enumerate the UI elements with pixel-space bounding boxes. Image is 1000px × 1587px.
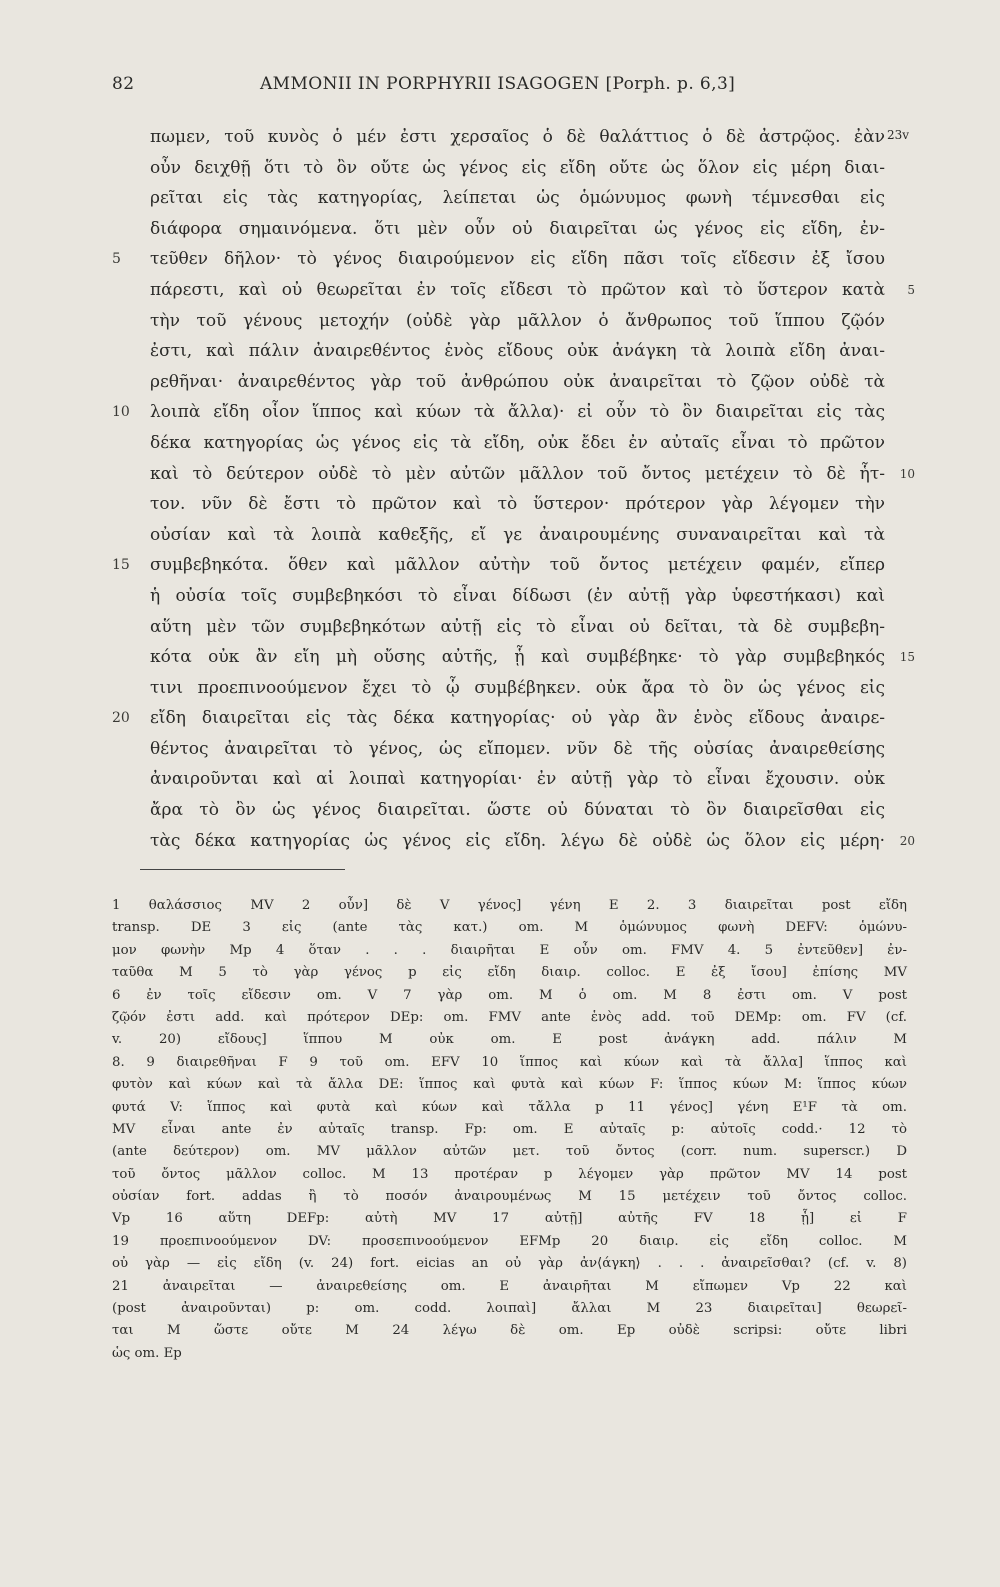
text-line xyxy=(150,153,885,184)
text-line xyxy=(150,734,885,765)
text-line xyxy=(150,428,885,459)
text-line xyxy=(150,764,885,795)
text-line xyxy=(150,581,885,612)
text-line-content: θέντος ἀναιρεῖται τὸ γένος, ὡς εἴπομεν. νῦν δὲ τῆς οὐσίας ἀναιρεθείσης xyxy=(150,738,885,759)
text-line xyxy=(150,336,885,367)
apparatus-line: 1 θαλάσσιος MV 2 οὖν] δὲ V γένος] γένη E 2. 3 διαιρεῖται post εἴδη xyxy=(112,898,907,913)
text-line xyxy=(150,214,885,245)
line-number-right: 5 xyxy=(907,282,915,297)
text-line-content: πάρεστι, καὶ οὐ θεωρεῖται ἐν τοῖς εἴδεσι τὸ πρῶτον καὶ τὸ ὕστερον κατὰ xyxy=(150,279,885,300)
apparatus-line: ὡς om. Ep xyxy=(112,1345,182,1361)
text-line-content: συμβεβηκότα. ὅθεν καὶ μᾶλλον αὐτὴν τοῦ ὄντος μετέχειν φαμέν, εἴπερ xyxy=(150,555,885,576)
text-line xyxy=(150,612,885,643)
apparatus-line: ζῷόν ἐστι add. καὶ πρότερον DEp: om. FMV ante ἑνὸς add. τοῦ DEMp: om. FV (cf. xyxy=(112,1009,907,1025)
text-line-content: τὰς δέκα κατηγορίας ὡς γένος εἰς εἴδη. λέγω δὲ οὐδὲ ὡς ὅλον εἰς μέρη· xyxy=(150,830,885,851)
text-line-content: οὐσίαν καὶ τὰ λοιπὰ καθεξῆς, εἴ γε ἀναιρουμένης συναναιρεῖται καὶ τὰ xyxy=(150,524,885,545)
main-text xyxy=(112,122,915,856)
line-number-right: 15 xyxy=(899,650,915,665)
page-number: 82 xyxy=(112,74,135,94)
text-line xyxy=(150,306,885,337)
text-line-content: ἀναιροῦνται καὶ αἱ λοιπαὶ κατηγορίαι· ἐν αὐτῇ γὰρ τὸ εἶναι ἔχουσιν. οὐκ xyxy=(150,769,885,790)
text-line-content: λοιπὰ εἴδη οἷον ἵππος καὶ κύων τὰ ἄλλα)· εἰ οὖν τὸ ὂν διαιρεῖται εἰς τὰς xyxy=(150,402,885,423)
apparatus-line: (ante δεύτερον) om. MV μᾶλλον αὐτῶν μετ. τοῦ ὄντος (corr. num. superscr.) D xyxy=(112,1144,907,1160)
text-line-content: τεῦθεν δῆλον· τὸ γένος διαιρούμενον εἰς εἴδη πᾶσι τοῖς εἴδεσιν ἐξ ἴσου xyxy=(150,249,885,270)
apparatus-line: (post ἀναιροῦνται) p: om. codd. λοιπαὶ] ἄλλαι M 23 διαιρεῖται] θεωρεῖ- xyxy=(112,1301,907,1317)
text-line-content: ἡ οὐσία τοῖς συμβεβηκόσι τὸ εἶναι δίδωσι (ἐν αὐτῇ γὰρ ὑφεστήκασι) καὶ xyxy=(150,585,885,606)
line-number-right: 20 xyxy=(899,833,915,848)
text-line xyxy=(150,275,915,306)
apparatus-line: φυτά V: ἵππος καὶ φυτὰ καὶ κύων καὶ τἄλλα p 11 γένος] γένη E¹F τὰ om. xyxy=(112,1099,907,1115)
apparatus-line: μον φωνὴν Mp 4 ὅταν . . . διαιρῆται E οὖν om. FMV 4. 5 ἐντεῦθεν] ἐν- xyxy=(112,942,907,958)
text-line-content: ἄρα τὸ ὂν ὡς γένος διαιρεῖται. ὥστε οὐ δύναται τὸ ὂν διαιρεῖσθαι εἰς xyxy=(150,800,885,821)
text-line xyxy=(150,489,885,520)
apparatus-line: Vp 16 αὕτη DEFp: αὐτὴ MV 17 αὐτῇ] αὐτῆς FV 18 ᾗ] εἰ F xyxy=(112,1211,907,1227)
apparatus-line: οὐσίαν fort. addas ἢ τὸ ποσόν ἀναιρουμένως M 15 μετέχειν τοῦ ὄντος colloc. xyxy=(112,1189,907,1205)
text-line-content: τον. νῦν δὲ ἔστι τὸ πρῶτον καὶ τὸ ὕστερον· πρότερον γὰρ λέγομεν τὴν xyxy=(150,494,885,515)
text-line-content: διάφορα σημαινόμενα. ὅτι μὲν οὖν οὐ διαιρεῖται ὡς γένος εἰς εἴδη, ἐν- xyxy=(150,218,885,239)
text-line-content: ἐστι, καὶ πάλιν ἀναιρεθέντος ἑνὸς εἴδους οὐκ ἀνάγκη τὰ λοιπὰ εἴδη ἀναι- xyxy=(150,341,885,362)
text-line-content: πωμεν, τοῦ κυνὸς ὁ μέν ἐστι χερσαῖος ὁ δὲ θαλάττιος ὁ δὲ ἀστρῷος. ἐὰν xyxy=(150,127,885,147)
text-line-content: ρεθῆναι· ἀναιρεθέντος γὰρ τοῦ ἀνθρώπου οὐκ ἀναιρεῖται τὸ ζῷον οὐδὲ τὰ xyxy=(150,371,885,392)
text-line-content: οὖν δειχθῇ ὅτι τὸ ὂν οὔτε ὡς γένος εἰς εἴδη οὔτε ὡς ὅλον εἰς μέρη διαι- xyxy=(150,157,885,178)
text-line xyxy=(112,397,885,428)
text-line xyxy=(150,673,885,704)
text-line xyxy=(150,183,885,214)
text-line xyxy=(150,459,915,490)
manuscript-folio-reference: 23v xyxy=(886,128,909,142)
text-line xyxy=(112,244,885,275)
text-line-content: τινι προεπινοούμενον ἔχει τὸ ᾧ συμβέβηκεν. οὐκ ἄρα τὸ ὂν ὡς γένος εἰς xyxy=(150,677,885,698)
text-line xyxy=(150,826,915,857)
text-line xyxy=(150,122,909,153)
apparatus-line: 21 ἀναιρεῖται — ἀναιρεθείσης om. E ἀναιρῆται M εἴπωμεν Vp 22 καὶ xyxy=(112,1278,907,1294)
critical-apparatus xyxy=(112,895,907,1365)
text-line-content: τὴν τοῦ γένους μετοχήν (οὐδὲ γὰρ μᾶλλον ὁ ἄνθρωπος τοῦ ἵππου ζῷόν xyxy=(150,310,885,331)
apparatus-line: ταῦθα M 5 τὸ γὰρ γένος p εἰς εἴδη διαιρ. colloc. E ἐξ ἴσου] ἐπίσης MV xyxy=(112,965,907,981)
apparatus-line: v. 20) εἴδους] ἵππου M οὐκ om. E post ἀνάγκη add. πάλιν M xyxy=(112,1032,907,1048)
text-line xyxy=(150,520,885,551)
apparatus-line: MV εἶναι ante ἐν αὐταῖς transp. Fp: om. E αὐταῖς p: αὐτοῖς codd.· 12 τὸ xyxy=(112,1121,907,1137)
apparatus-line: ται M ὥστε οὔτε M 24 λέγω δὲ om. Ep οὐδὲ scripsi: οὔτε libri xyxy=(112,1323,907,1339)
text-line xyxy=(150,795,885,826)
text-line-content: δέκα κατηγορίας ὡς γένος εἰς τὰ εἴδη, οὐκ ἔδει ἐν αὐταῖς εἶναι τὸ πρῶτον xyxy=(150,432,885,453)
apparatus-line: transp. DE 3 εἰς (ante τὰς κατ.) om. M ὁμώνυμος φωνὴ DEFV: ὁμώνυ- xyxy=(112,920,907,936)
line-number-left: 20 xyxy=(112,710,130,727)
apparatus-line: 6 ἐν τοῖς εἴδεσιν om. V 7 γὰρ om. M ὁ om. M 8 ἐστι om. V post xyxy=(112,987,907,1003)
apparatus-line: τοῦ ὄντος μᾶλλον colloc. M 13 προτέραν p λέγομεν γὰρ πρῶτον MV 14 post xyxy=(112,1166,907,1182)
apparatus-line: 8. 9 διαιρεθῆναι F 9 τοῦ om. EFV 10 ἵππος καὶ κύων καὶ τὰ ἄλλα] ἵππος καὶ xyxy=(112,1054,907,1070)
running-title: AMMONII IN PORPHYRII ISAGOGEN [Porph. p. 6,3] xyxy=(260,74,736,94)
text-line xyxy=(150,367,885,398)
apparatus-line: οὐ γὰρ — εἰς εἴδη (v. 24) fort. eicias an οὐ γὰρ ἀν⟨άγκη⟩ . . . ἀναιρεῖσθαι? (cf. v. 8) xyxy=(112,1256,907,1272)
footnote-separator xyxy=(140,869,345,870)
line-number-right: 10 xyxy=(899,466,915,481)
text-line-content: εἴδη διαιρεῖται εἰς τὰς δέκα κατηγορίας· οὐ γὰρ ἂν ἑνὸς εἴδους ἀναιρε- xyxy=(150,708,885,729)
text-line xyxy=(150,642,915,673)
text-line-content: ρεῖται εἰς τὰς κατηγορίας, λείπεται ὡς ὁμώνυμος φωνὴ τέμνεσθαι εἰς xyxy=(150,188,885,209)
line-number-left: 5 xyxy=(112,251,121,268)
text-line-content: κότα οὐκ ἂν εἴη μὴ οὔσης αὐτῆς, ᾗ καὶ συμβέβηκε· τὸ γὰρ συμβεβηκός xyxy=(150,647,885,668)
page-header xyxy=(112,74,872,104)
line-number-left: 15 xyxy=(112,557,130,574)
text-line-content: αὕτη μὲν τῶν συμβεβηκότων αὐτῇ εἰς τὸ εἶναι οὐ δεῖται, τὰ δὲ συμβεβη- xyxy=(150,616,885,637)
text-line xyxy=(112,703,885,734)
text-line xyxy=(112,550,885,581)
line-number-left: 10 xyxy=(112,404,130,421)
text-line-content: καὶ τὸ δεύτερον οὐδὲ τὸ μὲν αὐτῶν μᾶλλον τοῦ ὄντος μετέχειν τὸ δὲ ἧτ- xyxy=(150,463,885,484)
apparatus-line: 19 προεπινοούμενον DV: προσεπινοούμενον EFMp 20 διαιρ. εἰς εἴδη colloc. M xyxy=(112,1233,907,1249)
apparatus-line: φυτὸν καὶ κύων καὶ τὰ ἄλλα DE: ἵππος καὶ φυτὰ καὶ κύων F: ἵππος κύων M: ἵππος κύων xyxy=(112,1077,907,1093)
